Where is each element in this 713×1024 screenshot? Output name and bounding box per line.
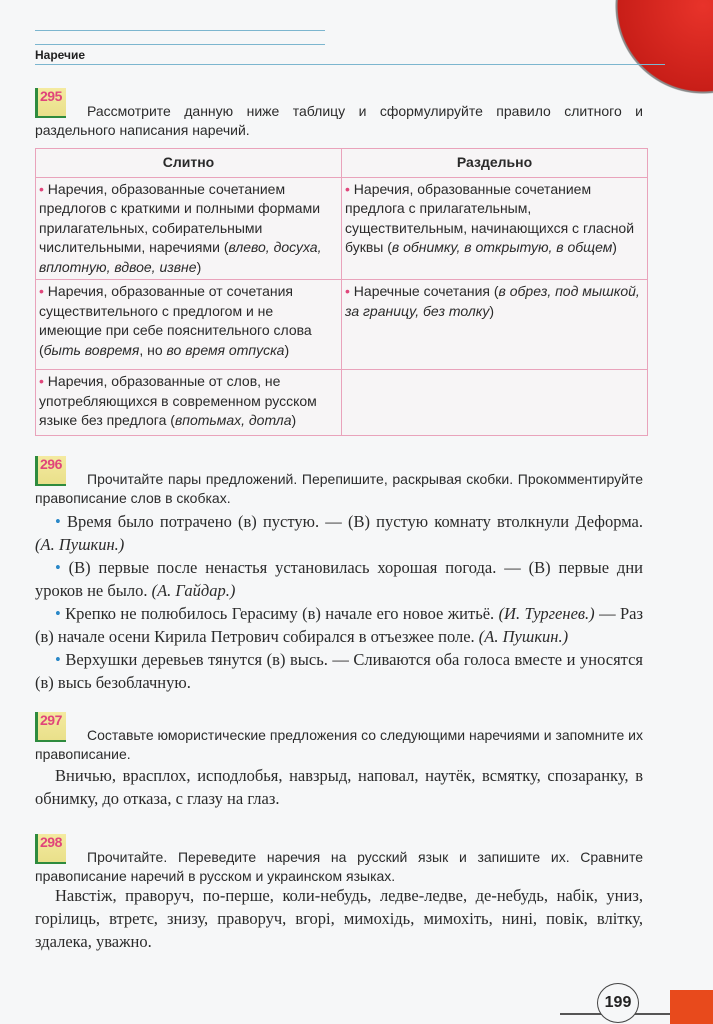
cell-text: ): [612, 239, 617, 255]
table-cell: • Наречия, образованные сочетанием предлога с прилагательным, существительным, начинающихся с гласной буквы (в обнимку, в открытую, в общем): [342, 177, 648, 280]
table-row: [36, 370, 648, 436]
decorative-red-block: [670, 990, 713, 1024]
list-item: • Верхушки деревьев тянутся (в) высь. — Сливаются оба голоса вместе и уносятся (в) высь безоблачную.: [35, 650, 643, 692]
source-citation: (А. Пушкин.): [35, 535, 125, 554]
cell-examples: во время отпуска: [166, 341, 285, 358]
table-cell: • Наречия, образованные от сочетания существительного с предлогом и не имеющие при себе пояснительного слова (быть вовремя, но во время отпуска): [36, 280, 342, 370]
cell-text: Наречия, образованные от слов, не употребляющихся в современном русском языке без предлога (: [39, 373, 317, 428]
table-cell: [342, 370, 648, 436]
cell-text: ): [291, 412, 297, 428]
table-cell: • Наречия, образованные от слов, не употребляющихся в современном русском языке без предлога (впотьмах, дотла): [36, 370, 342, 436]
cell-examples: в обрез, под мышкой, за границу, без толку: [345, 283, 640, 319]
divider: [35, 64, 665, 65]
cell-text: ): [489, 302, 495, 319]
list-item: • Время было потрачено (в) пустую. — (В) пустую комнату втолкнули Деформа. (А. Пушкин.): [35, 512, 643, 554]
cell-text: Наречия, образованные от сочетания существительного с предлогом и не имеющие при себе пояснительного слова (: [39, 283, 312, 358]
words-text: Навстіж, праворуч, по-перше, коли-небудь, ледве-ледве, де-небудь, набік, униз, горілиць, втретє, знизу, праворуч, вгорі, мимохідь, мимохіть, нині, повік, влітку, здалека, уважно.: [35, 886, 643, 951]
cell-text: Наречия, образованные сочетанием предлогов с краткими и полными формами прилагательных, собирательными числительными, наречиями (: [39, 180, 321, 255]
cell-text: , но: [139, 341, 167, 358]
cell-examples: влево, досуха, вплотную, вдвое, извне: [39, 239, 322, 275]
page-number: 199: [597, 983, 639, 1023]
source-citation: (А. Пушкин.): [478, 627, 569, 646]
exercise-number: 297: [40, 712, 62, 728]
exercise-number: 296: [40, 456, 62, 472]
word-list: [35, 884, 643, 953]
sentence-text: — Раз (в) начале осени Кирила Петрович собирался в отъезжее поле.: [35, 604, 643, 646]
table-header-row: [36, 149, 648, 178]
cell-examples: впотьмах, дотла: [174, 412, 292, 428]
sentence-text: (В) первые после ненастья установилась хорошая погода. — (В) первые дни уроков не было.: [35, 558, 643, 600]
sentence-text: Время было потрачено (в) пустую. — (В) пустую комнату втолкнули Деформа.: [66, 512, 643, 531]
cell-text: ): [196, 258, 202, 275]
instruction-text: Прочитайте. Переведите наречия на русский язык и запишите их. Сравните правописание наречий в русском и украинском языках.: [35, 849, 643, 884]
source-citation: (А. Гайдар.): [151, 581, 236, 600]
column-header: Слитно: [36, 149, 342, 178]
divider: [35, 30, 325, 31]
table-cell: • Наречия, образованные сочетанием предлогов с краткими и полными формами прилагательных, собирательными числительными, наречиями (влево, досуха, вплотную, вдвое, извне): [36, 177, 342, 280]
exercise-instruction: [35, 848, 643, 886]
words-text: Вничью, врасплох, исподлобья, навзрыд, наповал, наутёк, всмятку, спозаранку, в обнимку, до отказа, с глазу на глаз.: [35, 766, 643, 808]
section-title: Наречие: [35, 48, 86, 62]
cell-examples: в обнимку, в открытую, в общем: [391, 239, 613, 255]
exercise-instruction: [35, 726, 643, 764]
source-citation: (И. Тургенев.): [498, 604, 595, 623]
exercise-instruction: [35, 102, 643, 140]
table-row: [36, 177, 648, 280]
exercise-number: 295: [40, 88, 62, 104]
word-list: [35, 764, 643, 810]
table-cell: • Наречные сочетания (в обрез, под мышкой, за границу, без толку): [342, 280, 648, 370]
list-item: • (В) первые после ненастья установилась хорошая погода. — (В) первые дни уроков не было. (А. Гайдар.): [35, 558, 643, 600]
sentence-text: Верхушки деревьев тянутся (в) высь. — Сливаются оба голоса вместе и уносятся (в) высь безоблачную.: [35, 650, 643, 692]
instruction-text: Рассмотрите данную ниже таблицу и сформулируйте правило слитного и раздельного написания наречий.: [35, 103, 643, 138]
instruction-text: Составьте юмористические предложения со следующими наречиями и запомните их правописание.: [35, 727, 643, 762]
cell-text: Наречные сочетания (: [353, 283, 499, 299]
exercise-instruction: [35, 470, 643, 508]
decorative-red-circle: [613, 0, 713, 96]
cell-text: Наречия, образованные сочетанием предлога с прилагательным, существительным, начинающихся с гласной буквы (: [345, 180, 635, 255]
cell-examples: быть вовремя: [43, 341, 140, 358]
column-header: Раздельно: [342, 149, 648, 178]
spelling-rules-table: [35, 148, 648, 436]
table-row: [36, 280, 648, 370]
sentence-text: Крепко не полюбилось Герасиму (в) начале его новое житьё.: [65, 604, 499, 623]
cell-text: ): [284, 341, 290, 358]
divider: [35, 44, 325, 45]
instruction-text: Прочитайте пары предложений. Перепишите, раскрывая скобки. Прокомментируйте правописание слов в скобках.: [35, 471, 643, 506]
exercise-number: 298: [40, 834, 62, 850]
list-item: • Крепко не полюбилось Герасиму (в) начале его новое житьё. (И. Тургенев.) — Раз (в) начале осени Кирила Петрович собирался в отъезжее поле. (А. Пушкин.): [35, 604, 643, 646]
exercise-sentences: [35, 510, 643, 694]
